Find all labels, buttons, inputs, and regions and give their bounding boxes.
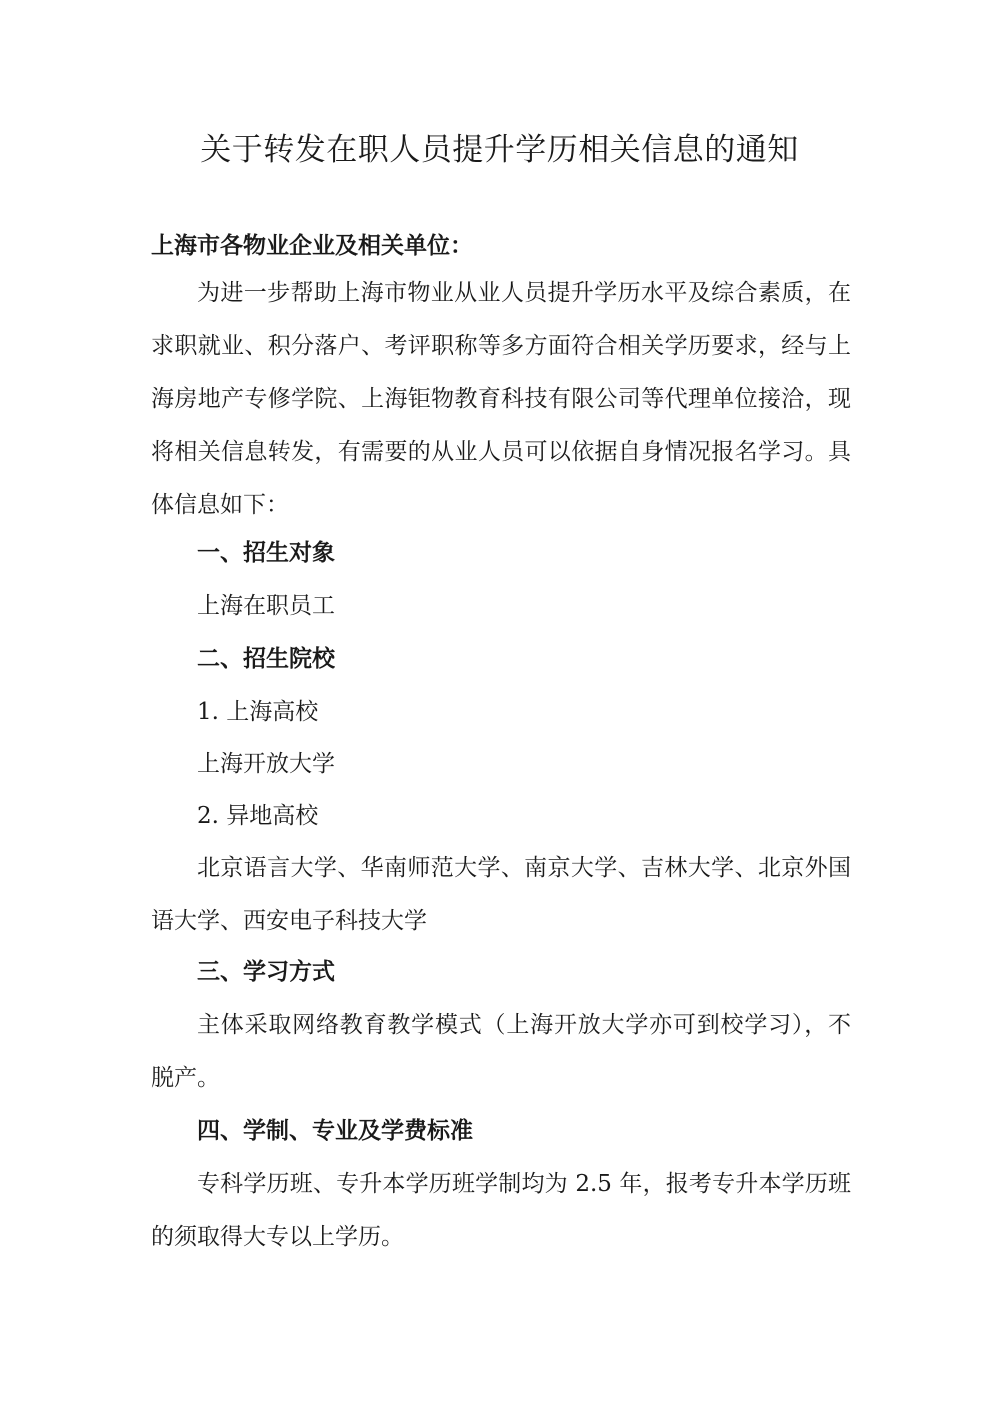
- section-1-heading: 一、招生对象: [197, 540, 335, 566]
- section-2-sub1-title: 1. 上海高校: [197, 699, 319, 725]
- section-3-heading: 三、学习方式: [197, 959, 335, 985]
- intro-paragraph: 为进一步帮助上海市物业从业人员提升学历水平及综合素质，在求职就业、积分落户、考评职称等多方面符合相关学历要求，经与上海房地产专修学院、上海钜物教育科技有限公司等代理单位接洽，现将相关信息转发，有需要的从业人员可以依据自身情况报名学习。具体信息如下：: [151, 280, 851, 518]
- section-4-heading: 四、学制、专业及学费标准: [197, 1118, 473, 1144]
- salutation: 上海市各物业企业及相关单位：: [151, 233, 473, 259]
- section-4-text: 专科学历班、专升本学历班学制均为 2.5 年，报考专升本学历班的须取得大专以上学历。: [151, 1171, 851, 1250]
- section-2-sub2-title: 2. 异地高校: [197, 803, 319, 829]
- section-2-sub2-text: 北京语言大学、华南师范大学、南京大学、吉林大学、北京外国语大学、西安电子科技大学: [151, 855, 851, 934]
- section-1-text: 上海在职员工: [197, 593, 335, 619]
- section-2-heading: 二、招生院校: [197, 646, 335, 672]
- document-title: 关于转发在职人员提升学历相关信息的通知: [200, 132, 799, 168]
- section-2-sub1-text: 上海开放大学: [197, 751, 335, 777]
- section-3-text: 主体采取网络教育教学模式（上海开放大学亦可到校学习），不脱产。: [151, 1012, 851, 1091]
